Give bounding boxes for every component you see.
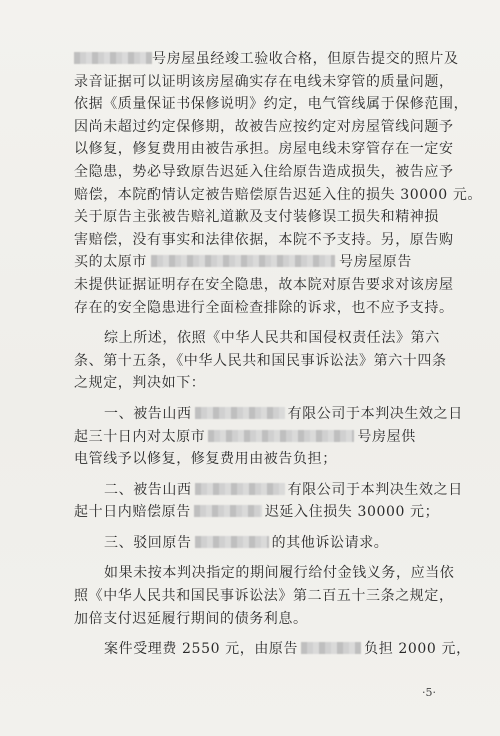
text-line: 存在的安全隐患进行全面检查排除的诉求，也不应予支持。 (74, 299, 454, 316)
document-body (74, 48, 483, 661)
text-line (74, 251, 444, 274)
text-segment: 三、驳回原告 (104, 534, 192, 551)
text-segment: 号房屋供 (357, 428, 416, 445)
redacted-text (194, 505, 262, 517)
text-line (74, 638, 471, 661)
redacted-text (195, 407, 285, 419)
text-line (74, 479, 463, 502)
text-segment: 一、被告山西 (104, 405, 192, 422)
text-line (74, 426, 444, 449)
text-line: 因尚未超过约定保修期，故被告应按约定对房屋管线问题予 (74, 118, 454, 135)
text-line: 害赔偿，没有事实和法律依据，本院不予支持。另，原告购 (74, 231, 454, 248)
text-segment: 迟延入住损失 30000 元； (264, 504, 440, 521)
text-segment: 负担 2000 元， (364, 641, 471, 658)
text-segment: 起十日内赔偿原告 (74, 504, 191, 521)
text-segment: 有限公司于本判决生效之日 (287, 405, 463, 422)
text-line: 照《中华人民共和国民事诉讼法》第二百五十三条之规定， (74, 588, 454, 605)
text-line: 如果未按本判决指定的期间履行给付金钱义务，应当依 (104, 565, 455, 582)
text-line: 依据《质量保证书保修说明》约定，电气管线属于保修范围， (74, 96, 469, 113)
redacted-text (195, 483, 285, 495)
text-line: 电管线予以修复，修复费用由被告负担； (74, 451, 337, 468)
text-line: 条、第十五条，《中华人民共和国民事诉讼法》第六十四条 (74, 352, 447, 369)
text-line: 加倍支付迟延履行期间的债务利息。 (74, 610, 308, 627)
page-number: ·5· (422, 686, 436, 699)
redacted-text (151, 255, 335, 267)
text-segment: 案件受理费 2550 元，由原告 (104, 641, 299, 658)
text-line (74, 532, 444, 555)
text-segment: 号房屋虽经竣工验收合格，但原告提交的照片及 (152, 51, 459, 67)
text-segment: 有限公司于本判决生效之日 (287, 481, 463, 498)
text-segment: 买的太原市 (74, 254, 147, 271)
text-line (74, 403, 463, 426)
text-line (74, 48, 459, 71)
text-line: 赔偿，本院酌情认定被告赔偿原告迟延入住的损失 30000 元。 (74, 186, 483, 203)
text-line (74, 501, 444, 524)
text-line: 之规定，判决如下： (74, 375, 206, 392)
text-line: 以修复，修复费用由被告承担。房屋电线未穿管存在一定安 (74, 141, 454, 158)
text-segment: 二、被告山西 (104, 481, 192, 498)
text-segment: 的其他诉讼请求。 (271, 534, 389, 551)
text-segment: 起三十日内对太原市 (74, 428, 206, 445)
redacted-text (74, 52, 152, 64)
text-line: 全隐患，势必导致原告迟延入住给原告造成损失，被告应予 (74, 163, 454, 180)
text-segment: 号房屋原告 (339, 254, 412, 271)
text-line: 综上所述，依照《中华人民共和国侵权责任法》第六 (104, 330, 440, 347)
text-line: 未提供证据证明存在安全隐患，故本院对原告要求对该房屋 (74, 276, 454, 293)
text-line: 关于原告主张被告赔礼道歉及支付装修误工损失和精神损 (74, 209, 439, 226)
redacted-text (208, 430, 354, 442)
redacted-text (301, 642, 361, 654)
text-line: 录音证据可以证明该房屋确实存在电线未穿管的质量问题， (74, 73, 454, 90)
redacted-text (195, 536, 269, 548)
